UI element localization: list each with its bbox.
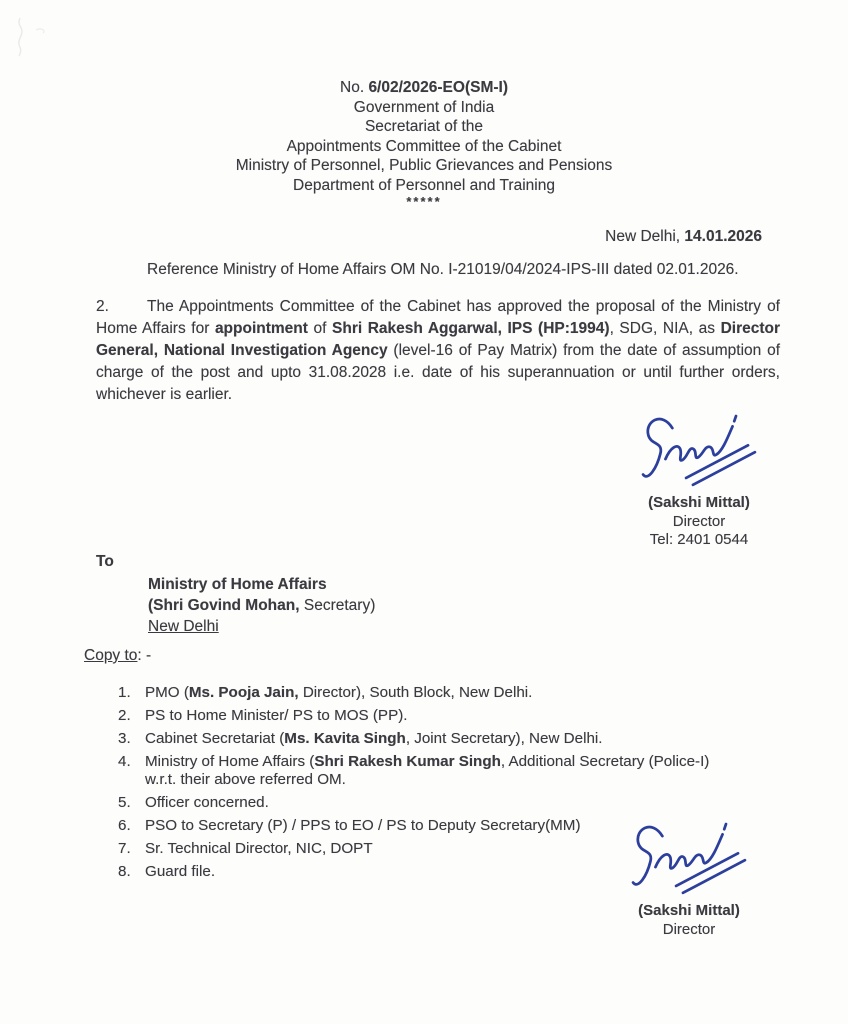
file-number: 6/02/2026-EO(SM-I) (368, 79, 508, 96)
body-paragraph (96, 296, 780, 406)
scan-smudge-mark (6, 8, 76, 78)
list-item-text (145, 753, 718, 789)
list-item-text (145, 794, 718, 812)
list-item (118, 684, 718, 702)
signature-block-top (604, 404, 794, 550)
list-item-number: 5. (118, 794, 131, 811)
signatory-name-bottom: (Sakshi Mittal) (638, 902, 740, 919)
addressee-person-line (148, 595, 375, 616)
copy-to-heading (84, 647, 151, 665)
letterhead-line-secretariat: Secretariat of the (364, 118, 484, 135)
para-seg-6-post-name: Director General, National Investigation Agency (96, 320, 780, 359)
list-item-number: 4. (118, 753, 131, 770)
list-item-number: 6. (118, 817, 131, 834)
list-item-number: 7. (118, 840, 131, 857)
to-label: To (96, 553, 114, 570)
list-item-number: 1. (118, 684, 131, 701)
list-item-seg: , Additional Secretary (Police-I) w.r.t. their above referred OM. (145, 753, 710, 788)
list-item-number: 2. (118, 707, 131, 724)
list-item-number: 3. (118, 730, 131, 747)
addressee-org: Ministry of Home Affairs (148, 576, 327, 593)
reference-line: Reference Ministry of Home Affairs OM No. I-21019/04/2024-IPS-III dated 02.01.2026. (147, 261, 739, 278)
dateline (605, 228, 762, 246)
letterhead-line-govt: Government of India (353, 98, 495, 116)
list-item-seg: Cabinet Secretariat ( (145, 730, 285, 747)
addressee-person-role: Secretary) (299, 597, 376, 614)
list-item-seg: , Joint Secretary), New Delhi. (405, 730, 603, 747)
paragraph-number: 2. (96, 298, 109, 315)
signatory-title-top: Director (672, 512, 726, 530)
list-item-text (145, 707, 718, 725)
para-seg-7: (level-16 of Pay Matrix) from the date of assumption of charge of the post and upto 31.08.2028 i.e. date of his superannuation or until further orders, whichever is earlier. (96, 342, 781, 403)
list-item-seg: Sr. Technical Director, NIC, DOPT (145, 840, 373, 857)
letterhead-line-acc: Appointments Committee of the Cabinet (286, 137, 562, 155)
para-seg-4-officer-name: Shri Rakesh Aggarwal, IPS (HP:1994) (332, 320, 610, 337)
para-seg-5: , SDG, NIA, as (609, 320, 721, 337)
list-item (118, 707, 718, 725)
signature-ink-top (624, 404, 774, 490)
letterhead-line-ministry: Ministry of Personnel, Public Grievances and Pensions (235, 157, 613, 174)
list-item-seg: Guard file. (145, 863, 216, 880)
list-item (118, 730, 718, 748)
list-item (118, 753, 718, 789)
letterhead (0, 78, 848, 209)
copy-to-label: Copy to (84, 647, 138, 664)
addressee-block (96, 551, 375, 637)
list-item-number: 8. (118, 863, 131, 880)
file-number-line (0, 78, 848, 98)
para-seg-2-appointment: appointment (214, 320, 308, 337)
list-item-seg: Officer concerned. (145, 794, 269, 811)
list-item-text (145, 684, 718, 702)
list-item-seg-bold: Ms. Kavita Singh (284, 730, 406, 747)
para-seg-3: of (307, 320, 333, 337)
addressee-details (148, 574, 375, 637)
list-item-seg: PMO ( (145, 684, 189, 701)
list-item-text (145, 730, 718, 748)
para-seg-1: The Appointments Committee of the Cabinet has approved the proposal of the Ministry of Home Affairs for (96, 298, 780, 337)
list-item-seg: PSO to Secretary (P) / PPS to EO / PS to Deputy Secretary(MM) (145, 817, 581, 834)
copy-to-suffix: : - (137, 647, 152, 664)
signatory-tel: Tel: 2401 0544 (649, 531, 749, 548)
signatory-title-bottom: Director (662, 920, 716, 938)
letterhead-line-dopt: Department of Personnel and Training (293, 176, 555, 194)
list-item-seg: Ministry of Home Affairs ( (145, 753, 315, 770)
addressee-city: New Delhi (148, 618, 219, 635)
list-item-seg: Director), South Block, New Delhi. (298, 684, 533, 701)
file-number-prefix: No. (340, 79, 369, 96)
signature-ink-bottom (614, 812, 764, 898)
addressee-person: (Shri Govind Mohan, (148, 597, 300, 614)
list-item-seg-bold: Shri Rakesh Kumar Singh (314, 753, 501, 770)
dateline-place: New Delhi, (605, 228, 685, 245)
list-item (118, 794, 718, 812)
stars-separator: ***** (406, 194, 442, 209)
signature-block-bottom (594, 812, 784, 939)
list-item-seg: PS to Home Minister/ PS to MOS (PP). (145, 707, 408, 724)
signatory-name-top: (Sakshi Mittal) (648, 494, 750, 511)
dateline-date: 14.01.2026 (684, 228, 762, 245)
list-item-seg-bold: Ms. Pooja Jain, (188, 684, 299, 701)
